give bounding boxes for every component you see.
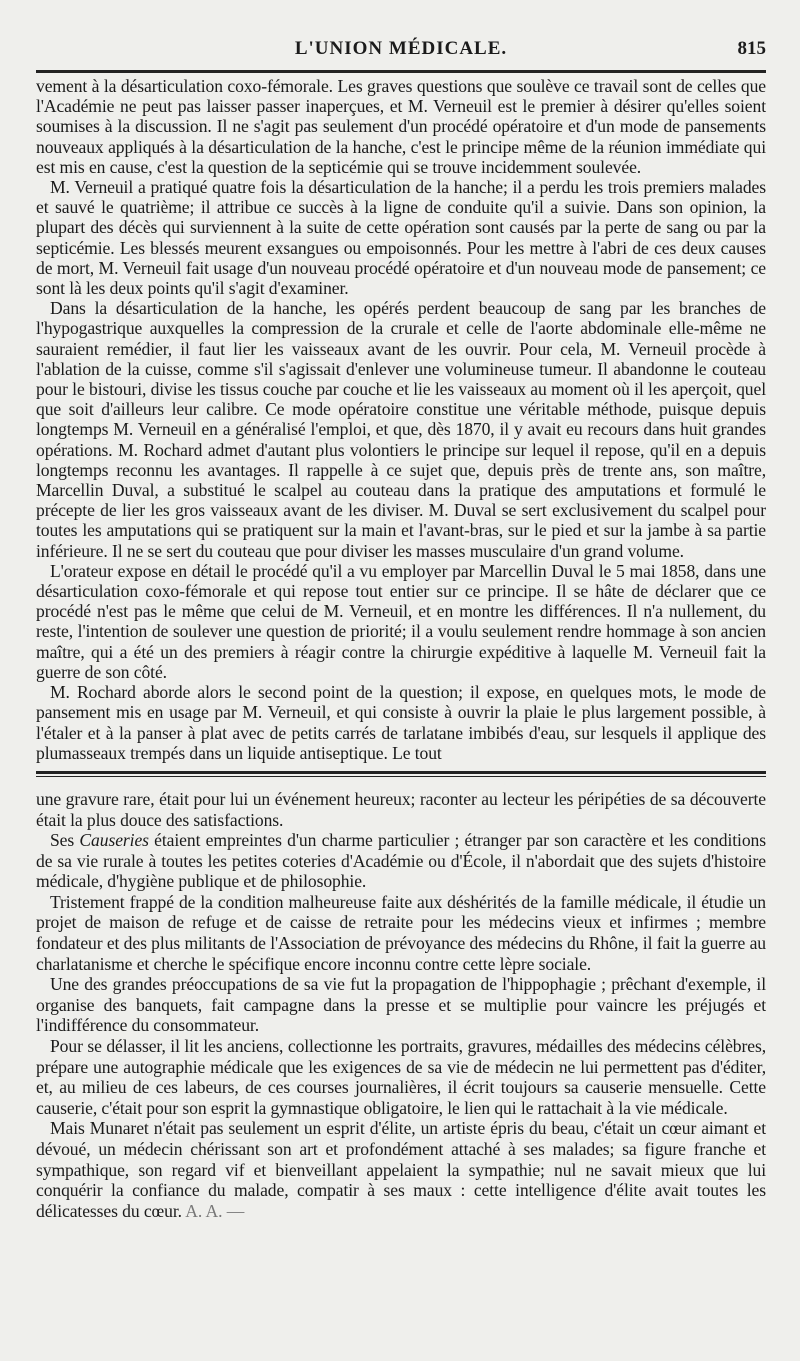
feuilleton-paragraph: Pour se délasser, il lit les anciens, collectionne les portraits, gravures, médailles des médecins célèbres, prépare une autographie médicale que les exigences de sa vie de médecin ne lui permettent pas d'éditer, et, au milieu de ces labeurs, de ces courses journalières, il écrit toujours sa causerie mensuelle. Cette causerie, c'était pour son esprit la gymnastique obligatoire, le lien qui le rattachait à la vie médicale. xyxy=(36,1036,766,1118)
feuilleton-paragraph: Une des grandes préoccupations de sa vie fut la propagation de l'hippophagie ; prêchant d'exemple, il organise des banquets, fait campagne dans la presse et se multiplie pour vaincre les préjugés et l'indifférence du consommateur. xyxy=(36,974,766,1036)
article-paragraph: vement à la désarticulation coxo-fémorale. Les graves questions que soulève ce travail sont de celles que l'Académie ne peut pas laisser passer inaperçues, et M. Verneuil est le premier à désirer qu'elles soient soumises à la discussion. Il ne s'agit pas seulement d'un procédé opératoire et d'un mode de pansements nouveaux appliqués à la désarticulation de la hanche, c'est le principe même de la réunion immédiate qui est mis en cause, c'est la question de la septicémie qui se trouve incidemment soulevée. xyxy=(36,76,766,177)
feuilleton-separator xyxy=(36,771,766,777)
feuilleton-section xyxy=(36,789,766,1221)
article-paragraph: L'orateur expose en détail le procédé qu'il a vu employer par Marcellin Duval le 5 mai 1858, dans une désarticulation coxo-fémorale et qui repose tout entier sur ce principe. Il se hâte de déclarer que ce procédé n'est pas le même que celui de M. Verneuil, et en montre les différences. Il n'a nullement, du reste, l'intention de soulever une question de priorité; il a voulu seulement rendre hommage à son ancien maître, qui a été un des premiers à réagir contre la chirurgie expéditive à laquelle M. Verneuil fait la guerre de son côté. xyxy=(36,560,766,682)
italic-title: Causeries xyxy=(79,830,149,851)
feuilleton-paragraph: une gravure rare, était pour lui un événement heureux; raconter au lecteur les péripéties de sa découverte était la plus douce des satisfactions. xyxy=(36,788,766,830)
feuilleton-paragraph xyxy=(36,1118,766,1221)
article-paragraph: M. Verneuil a pratiqué quatre fois la désarticulation de la hanche; il a perdu les trois premiers malades et sauvé le quatrième; il attribue ce succès à la ligne de conduite qu'il a suivie. Dans son opinion, la plupart des décès qui surviennent à la suite de cette opération sont causés par la perte de sang ou par la septicémie. Les blessés meurent exsangues ou empoisonnés. Pour les mettre à l'abri de ces deux causes de mort, M. Verneuil fait usage d'un nouveau procédé opératoire et d'un nouveau mode de pansement; ce sont là les deux points qu'il s'agit d'examiner. xyxy=(36,177,766,299)
article-paragraph: Dans la désarticulation de la hanche, les opérés perdent beaucoup de sang par les branches de l'hypogastrique auxquelles la compression de la crurale et celle de l'aorte abdominale elle-même ne sauraient remédier, il faut lier les vaisseaux avant de les ouvrir. Pour cela, M. Verneuil procède à l'ablation de la cuisse, comme s'il s'agissait d'enlever une volumineuse tumeur. Il abandonne le couteau pour le bistouri, divise les tissus couche par couche et lie les vaisseaux au moment où il les aperçoit, quel que soit d'ailleurs leur calibre. Ce mode opératoire constitue une véritable méthode, puisque depuis longtemps M. Verneuil en a généralisé l'emploi, et que, dès 1870, il y avait eu recours dans huit grandes opérations. M. Rochard admet d'autant plus volontiers le principe sur lequel il repose, qu'il en a depuis longtemps reconnu les avantages. Il rappelle à ce sujet que, depuis près de trente ans, son maître, Marcellin Duval, a substitué le scalpel au couteau dans la pratique des amputations et formulé le précepte de lier les gros vaisseaux avant de les diviser. M. Duval se sert exclusivement du scalpel pour toutes les amputations qui se pratiquent sur la main et l'avant-bras, sur le pied et sur la jambe à sa partie inférieure. Il ne se sert du couteau que pour diviser les masses musculaire d'un grand volume. xyxy=(36,298,766,561)
feuilleton-paragraph: Tristement frappé de la condition malheureuse faite aux déshérités de la famille médicale, il étudie un projet de maison de refuge et de caisse de retraite pour les médecins vieux et infirmes ; membre fondateur et des plus militants de l'Association de prévoyance des médecins du Rhône, il fait la guerre au charlatanisme et cherche le spécifique encore inconnu contre cette lèpre sociale. xyxy=(36,891,766,974)
paragraph-text: Mais Munaret n'était pas seulement un esprit d'élite, un artiste épris du beau, c'était un cœur aimant et dévoué, un médecin chérissant son art et profondément attaché à ses malades; sa figure franche et sympathique, son regard vif et bienveillant appelaient la sympathie; nul ne savait mieux que lui conquérir la confiance du malade, compatir à ses maux : cette intelligence d'élite avait toutes les délicatesses du cœur. xyxy=(36,1118,766,1221)
article-paragraph: M. Rochard aborde alors le second point de la question; il expose, en quelques mots, le mode de pansement mis en usage par M. Verneuil, et qui consiste à ouvrir la plaie le plus largement possible, à l'étaler et à la panser à plat avec de petits carrés de tarlatane imbibés d'eau, sur lesquels il applique des plumasseaux trempés dans un liquide antiseptique. Le tout xyxy=(36,682,766,763)
signature: A. A. — xyxy=(185,1200,245,1221)
header-rule xyxy=(36,70,766,73)
feuilleton-paragraph xyxy=(36,830,766,892)
page-number: 815 xyxy=(737,38,766,59)
paragraph-text: étaient empreintes d'un charme particulier ; étranger par son caractère et les conditions de sa vie rurale à toutes les petites coteries d'Académie ou d'École, il n'abordait que des sujets d'histoire médicale, d'hygiène publique et de philosophie. xyxy=(36,830,766,892)
running-title: L'UNION MÉDICALE. xyxy=(294,38,508,59)
main-article xyxy=(36,76,766,763)
page-header xyxy=(36,38,766,68)
paragraph-text: Ses xyxy=(50,830,80,851)
